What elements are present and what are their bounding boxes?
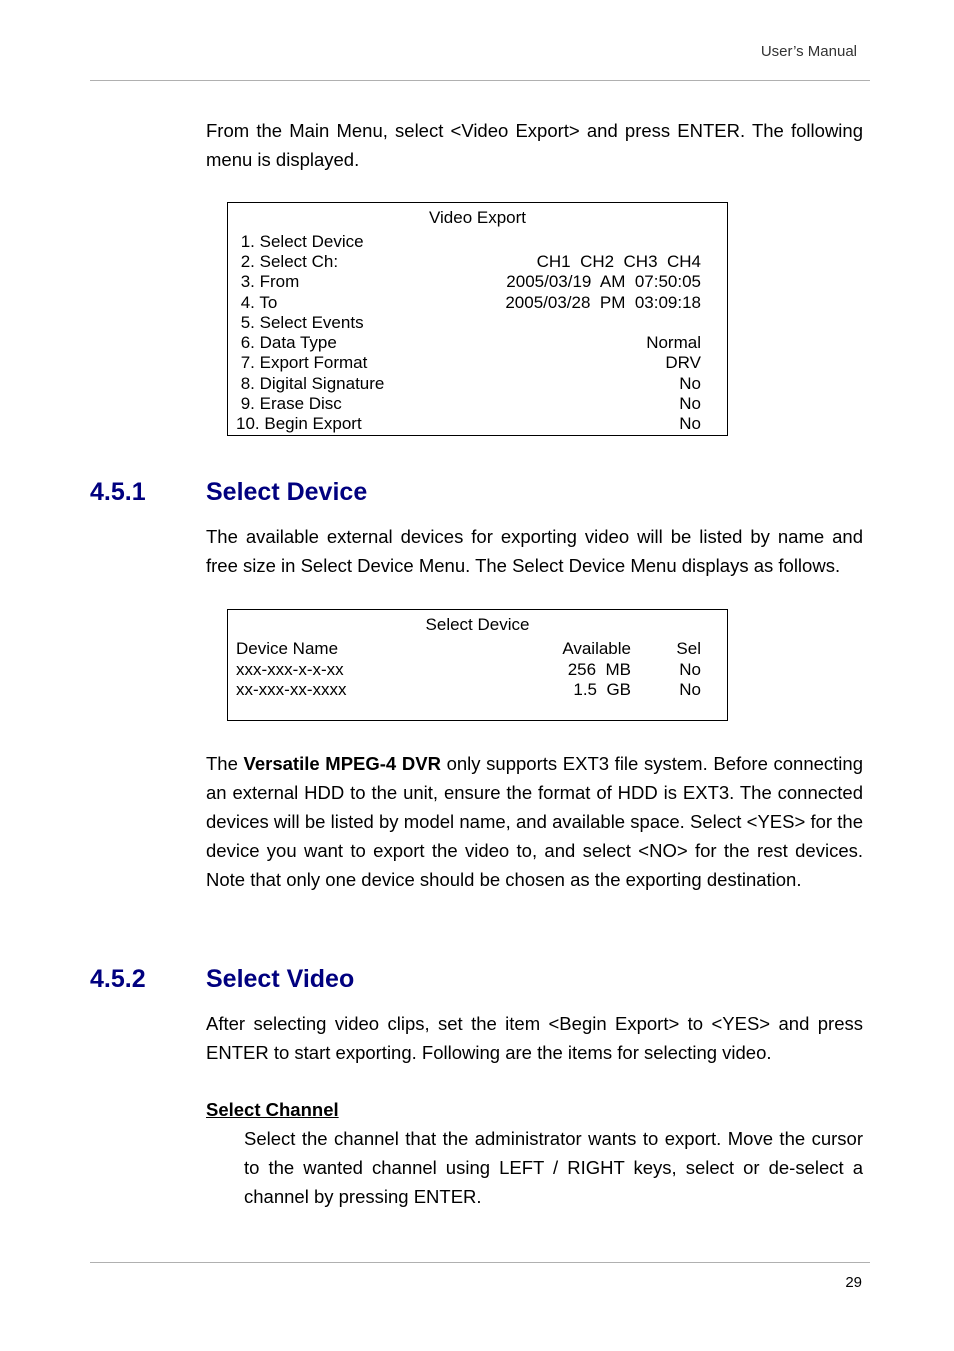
menu-row [236,313,701,333]
section-title: Select Video [206,965,355,993]
menu-row-value: No [679,374,701,393]
available-header: Available [562,639,631,658]
menu-row-value: No [679,414,701,433]
device-name-header: Device Name [236,639,339,658]
menu-row-label: 10. Begin Export [236,414,362,433]
menu-row-label: 8. Digital Signature [236,374,385,393]
menu-row [236,232,701,252]
menu-row [236,252,701,272]
menu-row-value: CH1 CH2 CH3 CH4 [536,252,701,271]
menu-row-value: 2005/03/19 AM 07:50:05 [506,272,701,291]
ext3-paragraph [206,749,863,894]
menu-row-label: 2. Select Ch: [236,252,339,271]
menu-row [236,272,701,292]
menu-row-label: 5. Select Events [236,313,364,332]
available-cell: 256 MB [567,660,631,679]
menu-row [236,394,701,414]
device-name-cell: xxx-xxx-x-x-xx [236,660,344,679]
subheading-select-channel: Select Channel [206,1099,339,1120]
header-rule [90,80,870,81]
menu-row [236,293,701,313]
running-header: User’s Manual [760,43,857,60]
menu-row-value: 2005/03/28 PM 03:09:18 [505,293,701,312]
menu-row [236,374,701,394]
section-number: 4.5.2 [90,965,146,993]
menu-row-label: 7. Export Format [236,353,368,372]
menu-row-label: 3. From [236,272,300,291]
menu-row-value: DRV [665,353,701,372]
section-paragraph: The available external devices for exporting video will be listed by name and free size in Select Device Menu. The Select Device Menu displays as follows. [206,526,863,576]
sel-header: Sel [676,639,701,658]
menu-title: Select Device [425,615,530,634]
video-export-menu [227,202,728,436]
footer-rule [90,1262,870,1263]
menu-row-label: 9. Erase Disc [236,394,342,413]
sel-cell: No [679,660,701,679]
sel-cell: No [679,680,701,699]
section-title: Select Device [206,478,368,506]
device-name-cell: xx-xxx-xx-xxxx [236,680,347,699]
page-number: 29 [845,1274,862,1291]
available-cell: 1.5 GB [573,680,631,699]
menu-row-value: Normal [646,333,701,352]
menu-title: Video Export [428,208,527,227]
menu-row [236,333,701,353]
menu-row [236,414,701,434]
section-number: 4.5.1 [90,478,146,506]
menu-row-label: 6. Data Type [236,333,337,352]
menu-row-label: 1. Select Device [236,232,364,251]
menu-row-value: No [679,394,701,413]
menu-row [236,353,701,373]
menu-row-label: 4. To [236,293,278,312]
product-name: Versatile MPEG-4 DVR [243,753,441,774]
select-device-menu [227,609,728,721]
paragraph-text: The [206,753,244,774]
select-channel-paragraph: Select the channel that the administrator wants to export. Move the cursor to the wanted channel using LEFT / RIGHT keys, select or de-select a channel by pressing ENTER. [244,1128,863,1207]
paragraph-text: only supports EXT3 file system. Before connecting an external HDD to the unit, ensure the format of HDD is EXT3. The connected devices will be listed by model name, and available space. Select <YES> for the device you want to export the video to, and select <NO> for the rest devices. Note that only one device should be chosen as the exporting destination. [206,753,863,890]
intro-paragraph: From the Main Menu, select <Video Export> and press ENTER. The following menu is displayed. [206,120,863,170]
section-paragraph: After selecting video clips, set the item <Begin Export> to <YES> and press ENTER to start exporting. Following are the items for selecting video. [206,1013,863,1063]
